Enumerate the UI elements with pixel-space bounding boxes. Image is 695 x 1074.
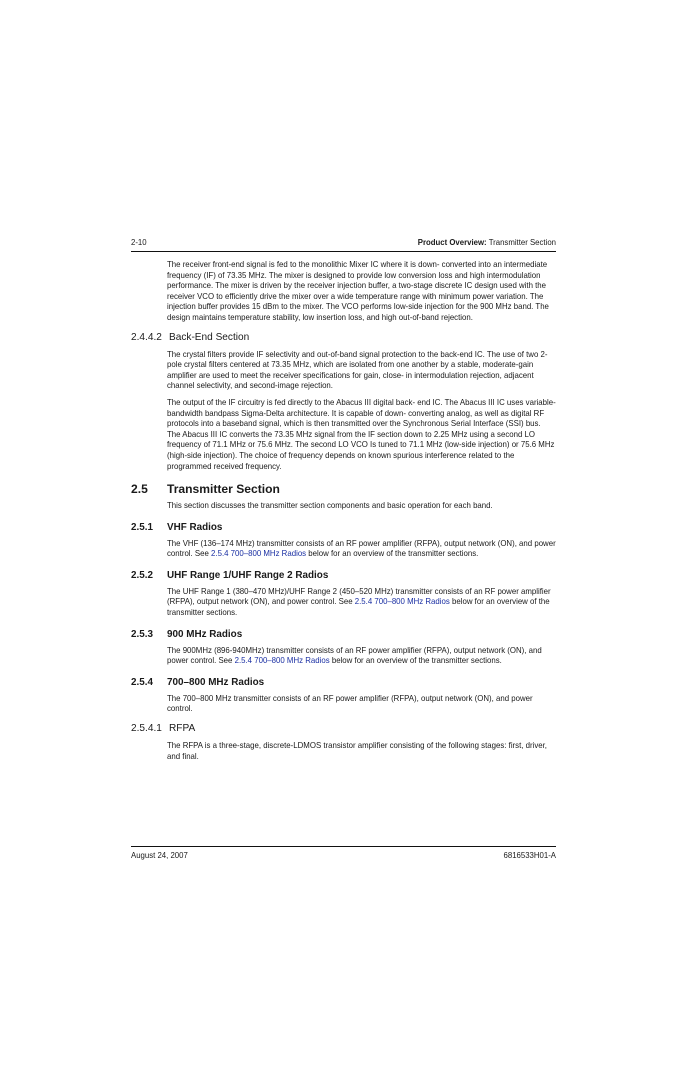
heading-number: 2.5.2 xyxy=(131,569,153,581)
heading-number: 2.5 xyxy=(131,482,148,497)
page-header xyxy=(131,237,556,251)
backend-paragraph-2: The output of the IF circuitry is fed directly to the Abacus III digital back- end IC. The Abacus III IC uses variable- bandwidth bandpass Sigma-Delta architecture. It is capable of down- converting analog, as well as digital RF protocols into a baseband signal, which is then transmitted over the Synchronous Serial Interface (SSI) bus. The Abacus III IC converts the 73.35 MHz signal from the IF section down to 2.25 MHz using a second LO frequency of 71.1 MHz or 75.6 MHz. The second LO VCO Is tuned to 71.1 MHz (low-side injection) or 75.6 MHz (high-side injection). The choice of frequency depends on known spurious interference related to the programmed received frequency. xyxy=(167,397,556,471)
frontend-paragraph: The receiver front-end signal is fed to the monolithic Mixer IC where it is down- converted into an intermediate frequency (IF) of 73.35 MHz. The mixer is designed to provide low conversion loss and high intermodulation performance. The mixer is driven by the receiver injection buffer, a two-stage discrete IC design used with the receiver VCO to efficiently drive the mixer over a wide temperature range with minimum power variation. The injection buffer provides 15 dBm to the mixer. The VCO performs low-side injection for the 900 MHz band. The design maintains temperature stability, low insertion loss, and high out-of-band rejection. xyxy=(167,260,549,322)
900mhz-text-before: The 900MHz (896-940MHz) transmitter consists of an RF power amplifier (RFPA), output network (ON), and power control. See xyxy=(167,645,542,666)
heading-number: 2.5.3 xyxy=(131,628,153,640)
rfpa-paragraph: The RFPA is a three-stage, discrete-LDMOS transistor amplifier consisting of the following stages: first, driver, and final. xyxy=(167,741,547,761)
page-body xyxy=(131,260,556,762)
page-number: 2-10 xyxy=(131,238,147,247)
heading-number: 2.5.4 xyxy=(131,676,153,688)
uhf-paragraph xyxy=(167,587,556,619)
heading-title: 900 MHz Radios xyxy=(167,628,243,640)
heading-title: Transmitter Section xyxy=(167,482,280,497)
heading-2-5-2 xyxy=(131,570,556,582)
header-section: Transmitter Section xyxy=(488,238,556,247)
heading-2-5-4-1 xyxy=(131,723,556,735)
transmitter-intro-paragraph: This section discusses the transmitter section components and basic operation for each band. xyxy=(167,501,493,511)
backend-paragraph-1: The crystal filters provide IF selectivity and out-of-band signal protection to the back-end IC. The use of two 2- pole crystal filters centered at 73.35 MHz, which are isolated from one another by a stable, moderate-gain amplifier are used to meet the receiver specifications for gain, close- in intermodulation rejection, adjacent channel selectivity, and second-image rejection. xyxy=(167,349,548,391)
header-rule xyxy=(131,251,556,252)
heading-number: 2.5.1 xyxy=(131,521,153,533)
footer-date: August 24, 2007 xyxy=(131,851,188,860)
uhf-text-after: below for an overview of the transmitter sections. xyxy=(167,597,550,618)
heading-2-5 xyxy=(131,482,556,496)
xref-link-2-5-4[interactable]: 2.5.4 700–800 MHz Radios xyxy=(354,597,450,607)
running-header xyxy=(418,238,556,247)
uhf-text-before: The UHF Range 1 (380–470 MHz)/UHF Range 2 (450–520 MHz) transmitter consists of an RF power amplifier (RFPA), output network (ON), and power control. See xyxy=(167,586,551,607)
heading-title: RFPA xyxy=(169,723,196,735)
vhf-paragraph xyxy=(167,539,556,560)
footer-rule xyxy=(131,846,556,847)
heading-number: 2.4.4.2 xyxy=(131,331,162,343)
heading-title: 700–800 MHz Radios xyxy=(167,676,265,688)
heading-2-5-4 xyxy=(131,677,556,689)
heading-2-5-3 xyxy=(131,629,556,641)
heading-number: 2.5.4.1 xyxy=(131,723,162,735)
heading-title: Back-End Section xyxy=(169,331,250,343)
footer-doc-number: 6816533H01-A xyxy=(503,851,556,860)
heading-title: UHF Range 1/UHF Range 2 Radios xyxy=(167,569,329,581)
heading-title: VHF Radios xyxy=(167,521,223,533)
heading-2-4-4-2 xyxy=(131,332,556,344)
vhf-text-before: The VHF (136–174 MHz) transmitter consists of an RF power amplifier (RFPA), output network (ON), and power control. See xyxy=(167,538,556,559)
900mhz-text-after: below for an overview of the transmitter sections. xyxy=(329,656,502,666)
xref-link-2-5-4[interactable]: 2.5.4 700–800 MHz Radios xyxy=(234,656,330,666)
vhf-text-after: below for an overview of the transmitter sections. xyxy=(306,549,479,559)
header-chapter: Product Overview: xyxy=(417,238,487,247)
heading-2-5-1 xyxy=(131,522,556,534)
700-800mhz-paragraph: The 700–800 MHz transmitter consists of an RF power amplifier (RFPA), output network (ON), and power control. xyxy=(167,693,533,714)
900mhz-paragraph xyxy=(167,646,556,667)
xref-link-2-5-4[interactable]: 2.5.4 700–800 MHz Radios xyxy=(211,549,307,559)
